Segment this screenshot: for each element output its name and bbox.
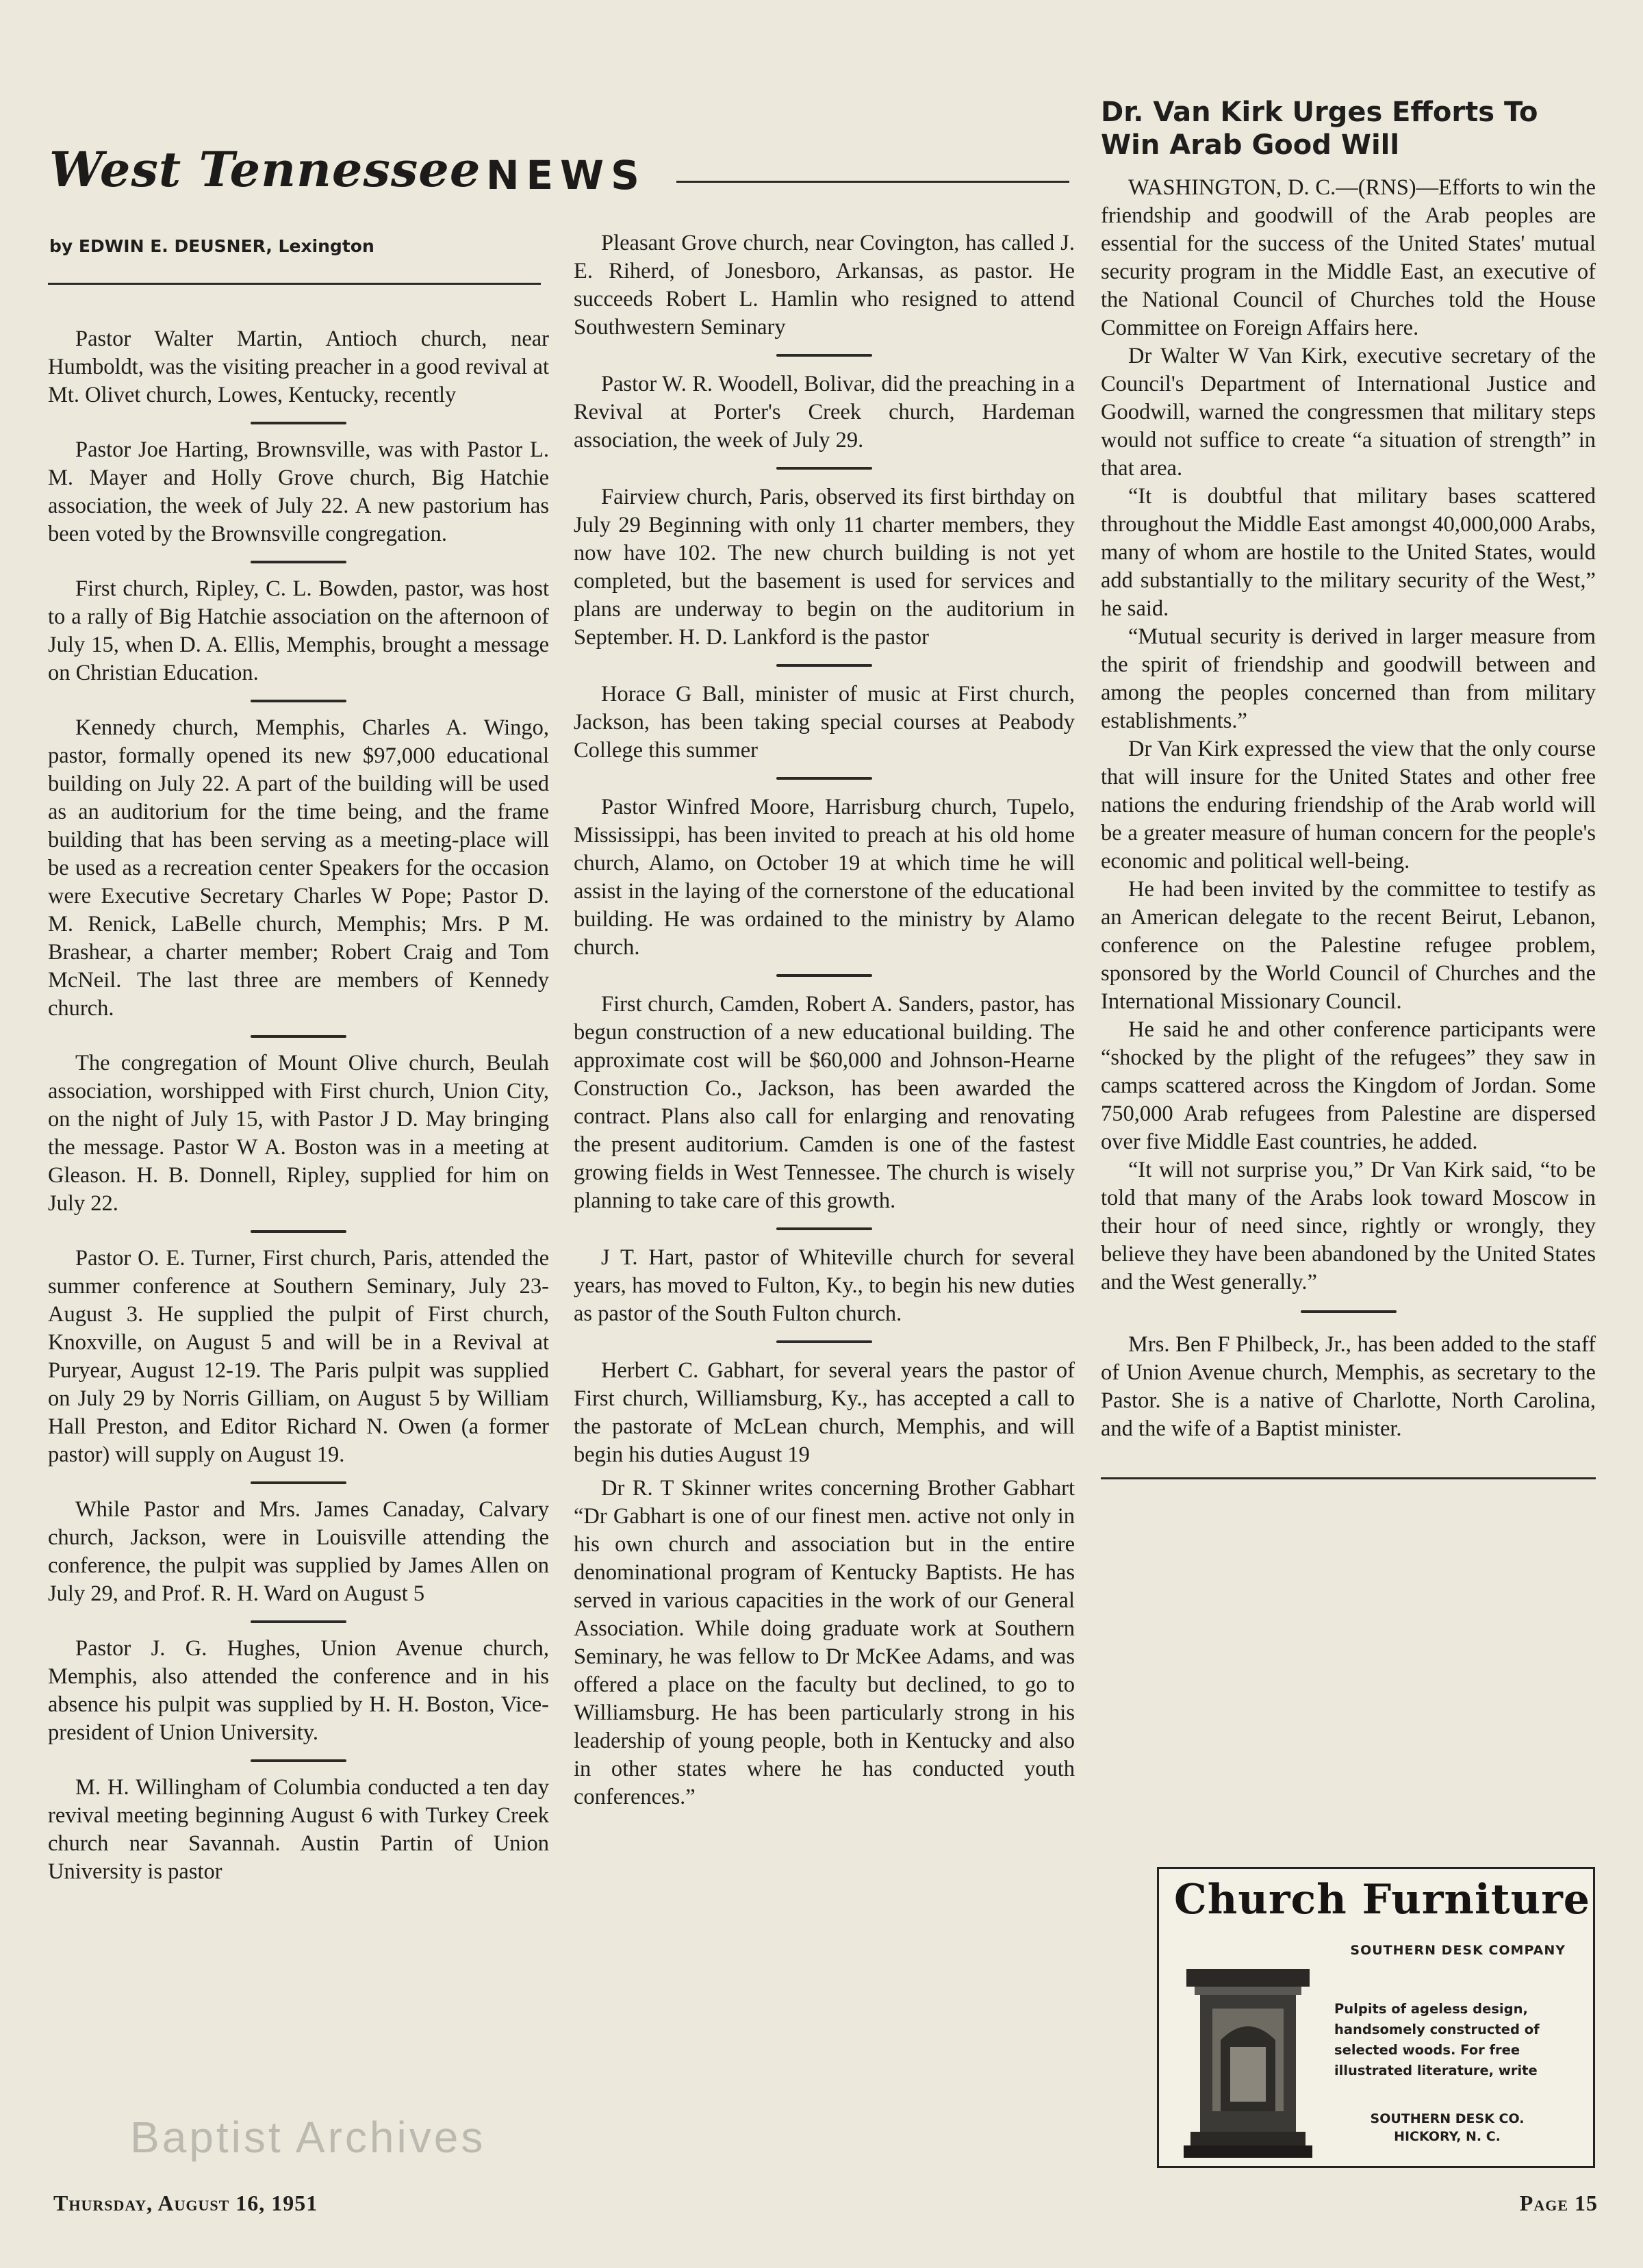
footer-page-number: Page 15 (1519, 2191, 1598, 2215)
news-item (48, 436, 549, 548)
item-separator (251, 561, 346, 563)
news-item (48, 714, 549, 1023)
news-item-text: First church, Ripley, C. L. Bowden, pastor, was host to a rally of Big Hatchie association on the afternoon of July 15, when D. A. Ellis, Memphis, brought a message on Christian Education. (48, 576, 549, 685)
item-separator (776, 1227, 872, 1230)
news-item-text: First church, Camden, Robert A. Sanders, pastor, has begun construction of a new educational building. The approximate cost will be $60,000 and Johnson-Hearne Construction Co., Jackson, has been awarded the contract. Plans also call for enlarging and renovating the present auditorium. Camden is one of the fastest growing fields in West Tennessee. The church is wisely planning to take care of this growth. (574, 992, 1075, 1213)
article-paragraph: He said he and other conference participants were “shocked by the plight of the refugees” they saw in camps scattered across the Kingdom of Jordan. Some 750,000 Arab refugees from Palestine are dispersed over five Middle East countries, he added. (1101, 1017, 1596, 1154)
article-title: Dr. Van Kirk Urges Efforts To Win Arab Good Will (1101, 97, 1538, 161)
news-item-text: Pleasant Grove church, near Covington, has called J. E. Riherd, of Jonesboro, Arkansas, as pastor. He succeeds Robert L. Hamlin who resigned to attend Southwestern Seminary (574, 231, 1075, 340)
ad-text: Pulpits of ageless design, handsomely constructed of selected woods. For free illustrated literature, write (1334, 2001, 1540, 2078)
news-item (574, 1244, 1075, 1328)
masthead-title-script: West Tennessee (49, 141, 481, 198)
column-rule (1101, 1477, 1596, 1479)
item-separator (251, 1230, 346, 1233)
byline-rule (48, 283, 541, 285)
news-item-text: Fairview church, Paris, observed its first birthday on July 29 Beginning with only 11 charter members, they now have 102. The new church building is not yet completed, but the basement is used for services and plans are underway to begin on the auditorium in September. H. D. Lankford is the pastor (574, 485, 1075, 650)
article-paragraph: “It is doubtful that military bases scattered throughout the Middle East amongst 40,000,000 Arabs, many of whom are hostile to the United States, would add substantially to the military security of the West,” he said. (1101, 484, 1596, 621)
news-item (574, 370, 1075, 455)
news-column-1 (48, 325, 549, 1886)
news-item-text: Pastor Walter Martin, Antioch church, near Humboldt, was the visiting preacher in a good revival at Mt. Olivet church, Lowes, Kentucky, recently (48, 327, 549, 407)
news-item-text: Horace G Ball, minister of music at First church, Jackson, has been taking special courses at Peabody College this summer (574, 682, 1075, 763)
item-separator (776, 1340, 872, 1343)
article-paragraph: “Mutual security is derived in larger measure from the spirit of friendship and goodwill between and among the peoples concerned than from military establishments.” (1101, 624, 1596, 733)
news-item (48, 1049, 549, 1218)
news-column-2 (574, 229, 1075, 1811)
ad-title: Church Furniture (1174, 1876, 1590, 1924)
ad-address (1334, 2110, 1560, 2145)
news-item (48, 575, 549, 687)
news-item-text: M. H. Willingham of Columbia conducted a ten day revival meeting beginning August 6 with Turkey Creek church near Savannah. Austin Partin of Union University is pastor (48, 1775, 549, 1884)
ad-company: SOUTHERN DESK COMPANY (1350, 1943, 1566, 1958)
news-item-text: Kennedy church, Memphis, Charles A. Wingo, pastor, formally opened its new $97,000 educational building on July 22. A part of the building will be used as an auditorium for the time being, and the frame building that has been serving as a meeting-place will be used as a recreation center Speakers for the occasion were Executive Secretary Charles W Pope; Pastor D. M. Renick, LaBelle church, Memphis; Mrs. P M. Brashear, a charter member; Robert Craig and Tom McNeil. The last three are members of Kennedy church. (48, 715, 549, 1021)
article-paragraph: Dr Van Kirk expressed the view that the only course that will insure for the United States and other free nations the enduring friendship of the Arab world will be a greater measure of human concern for the people's economic and political well-being. (1101, 737, 1596, 874)
item-separator (776, 354, 872, 357)
item-separator (776, 467, 872, 470)
news-item (574, 1357, 1075, 1469)
news-item (48, 1496, 549, 1608)
masthead-title-news: NEWS (486, 152, 646, 199)
news-item-text: Pastor J. G. Hughes, Union Avenue church, Memphis, also attended the conference and in his absence his pulpit was supplied by H. H. Boston, Vice-president of Union University. (48, 1636, 549, 1745)
news-item-text: Dr R. T Skinner writes concerning Brother Gabhart “Dr Gabhart is one of our finest men. active not only in his own church and association but in the entire denominational program of Kentucky Baptists. He has served in various capacities in the work of our General Association. While doing graduate work at Southern Seminary, he was fellow to Dr McKee Adams, and was offered a place on the faculty but declined, to go to Williamsburg. He has been particularly strong in his leadership of young people, both in Kentucky and also in other states where he has conducted youth conferences.” (574, 1476, 1075, 1809)
news-item (48, 1635, 549, 1747)
news-item (48, 325, 549, 409)
article-paragraph: He had been invited by the committee to testify as an American delegate to the recent Beirut, Lebanon, conference on the Palestine refugee problem, sponsored by the World Council of Churches and the International Missionary Council. (1101, 877, 1596, 1014)
news-item (574, 680, 1075, 765)
news-item-text: Pastor W. R. Woodell, Bolivar, did the preaching in a Revival at Porter's Creek church, Hardeman association, the week of July 29. (574, 372, 1075, 453)
news-item-text: Pastor Joe Harting, Brownsville, was with Pastor L. M. Mayer and Holly Grove church, Big Hatchie association, the week of July 22. A new pastorium has been voted by the Brownsville congregation. (48, 437, 549, 546)
archive-watermark: Baptist Archives (130, 2113, 486, 2162)
masthead (49, 137, 1069, 205)
news-item (574, 483, 1075, 652)
news-item-text: Pastor Winfred Moore, Harrisburg church, Tupelo, Mississippi, has been invited to preach at his old home church, Alamo, on October 19 at which time he will assist in the laying of the cornerstone of the educational building. He was ordained to the ministry by Alamo church. (574, 795, 1075, 960)
item-separator (776, 777, 872, 780)
news-item (48, 1245, 549, 1469)
item-separator (251, 422, 346, 424)
article-paragraph: Dr Walter W Van Kirk, executive secretary of the Council's Department of International Justice and Goodwill, warned the congressmen that military steps would not suffice to create “a situation of strength” in that area. (1101, 344, 1596, 481)
article-paragraph: WASHINGTON, D. C.—(RNS)—Efforts to win the friendship and goodwill of the Arab peoples are essential for the success of the United States' mutual security program in the Middle East, an executive of the National Council of Churches told the House Committee on Foreign Affairs here. (1101, 175, 1596, 340)
news-item-text: J T. Hart, pastor of Whiteville church for several years, has moved to Fulton, Ky., to begin his new duties as pastor of the South Fulton church. (574, 1245, 1075, 1326)
article-column (1101, 96, 1596, 1479)
item-separator (1301, 1310, 1397, 1313)
news-item (48, 1774, 549, 1886)
byline: by EDWIN E. DEUSNER, Lexington (49, 236, 374, 256)
item-separator (776, 664, 872, 667)
church-furniture-ad (1157, 1867, 1595, 2168)
news-item-text: The congregation of Mount Olive church, Beulah association, worshipped with First church, Union City, on the night of July 15, with Pastor J D. May bringing the message. Pastor W A. Boston was in a meeting at Gleason. H. B. Donnell, Ripley, supplied for him on July 22. (48, 1051, 549, 1216)
news-item (574, 1475, 1075, 1811)
item-separator (776, 974, 872, 977)
item-separator (251, 1481, 346, 1484)
staff-note: Mrs. Ben F Philbeck, Jr., has been added to the staff of Union Avenue church, Memphis, as secretary to the Pastor. She is a native of Charlotte, North Carolina, and the wife of a Baptist minister. (1101, 1332, 1596, 1441)
item-separator (251, 1620, 346, 1623)
news-item-text: While Pastor and Mrs. James Canaday, Calvary church, Jackson, were in Louisville attending the conference, the pulpit was supplied by James Allen on July 29, and Prof. R. H. Ward on August 5 (48, 1497, 549, 1606)
pulpit-illustration-icon (1180, 1965, 1316, 2163)
news-item-text: Pastor O. E. Turner, First church, Paris, attended the summer conference at Southern Seminary, July 23-August 3. He supplied the pulpit of First church, Knoxville, on August 5 and will be in a Revival at Puryear, August 12-19. The Paris pulpit was supplied on July 29 by Norris Gilliam, on August 5 by William Hall Preston, and Editor Richard N. Owen (a former pastor) will supply on August 19. (48, 1246, 549, 1467)
item-separator (251, 700, 346, 702)
masthead-rule (676, 181, 1069, 183)
item-separator (251, 1759, 346, 1762)
news-item (574, 793, 1075, 962)
ad-address-line: HICKORY, N. C. (1394, 2129, 1501, 2144)
article-paragraph: “It will not surprise you,” Dr Van Kirk said, “to be told that many of the Arabs look toward Moscow in their hour of need since, rightly or wrongly, they believe they have been abandoned by the United States and the West generally.” (1101, 1158, 1596, 1295)
news-item (574, 229, 1075, 342)
news-item-text: Herbert C. Gabhart, for several years the pastor of First church, Williamsburg, Ky., has accepted a call to the pastorate of McLean church, Memphis, and will begin his duties August 19 (574, 1358, 1075, 1467)
item-separator (251, 1035, 346, 1038)
footer-date: Thursday, August 16, 1951 (53, 2191, 318, 2215)
news-item (574, 991, 1075, 1215)
ad-address-line: SOUTHERN DESK CO. (1370, 2111, 1525, 2126)
